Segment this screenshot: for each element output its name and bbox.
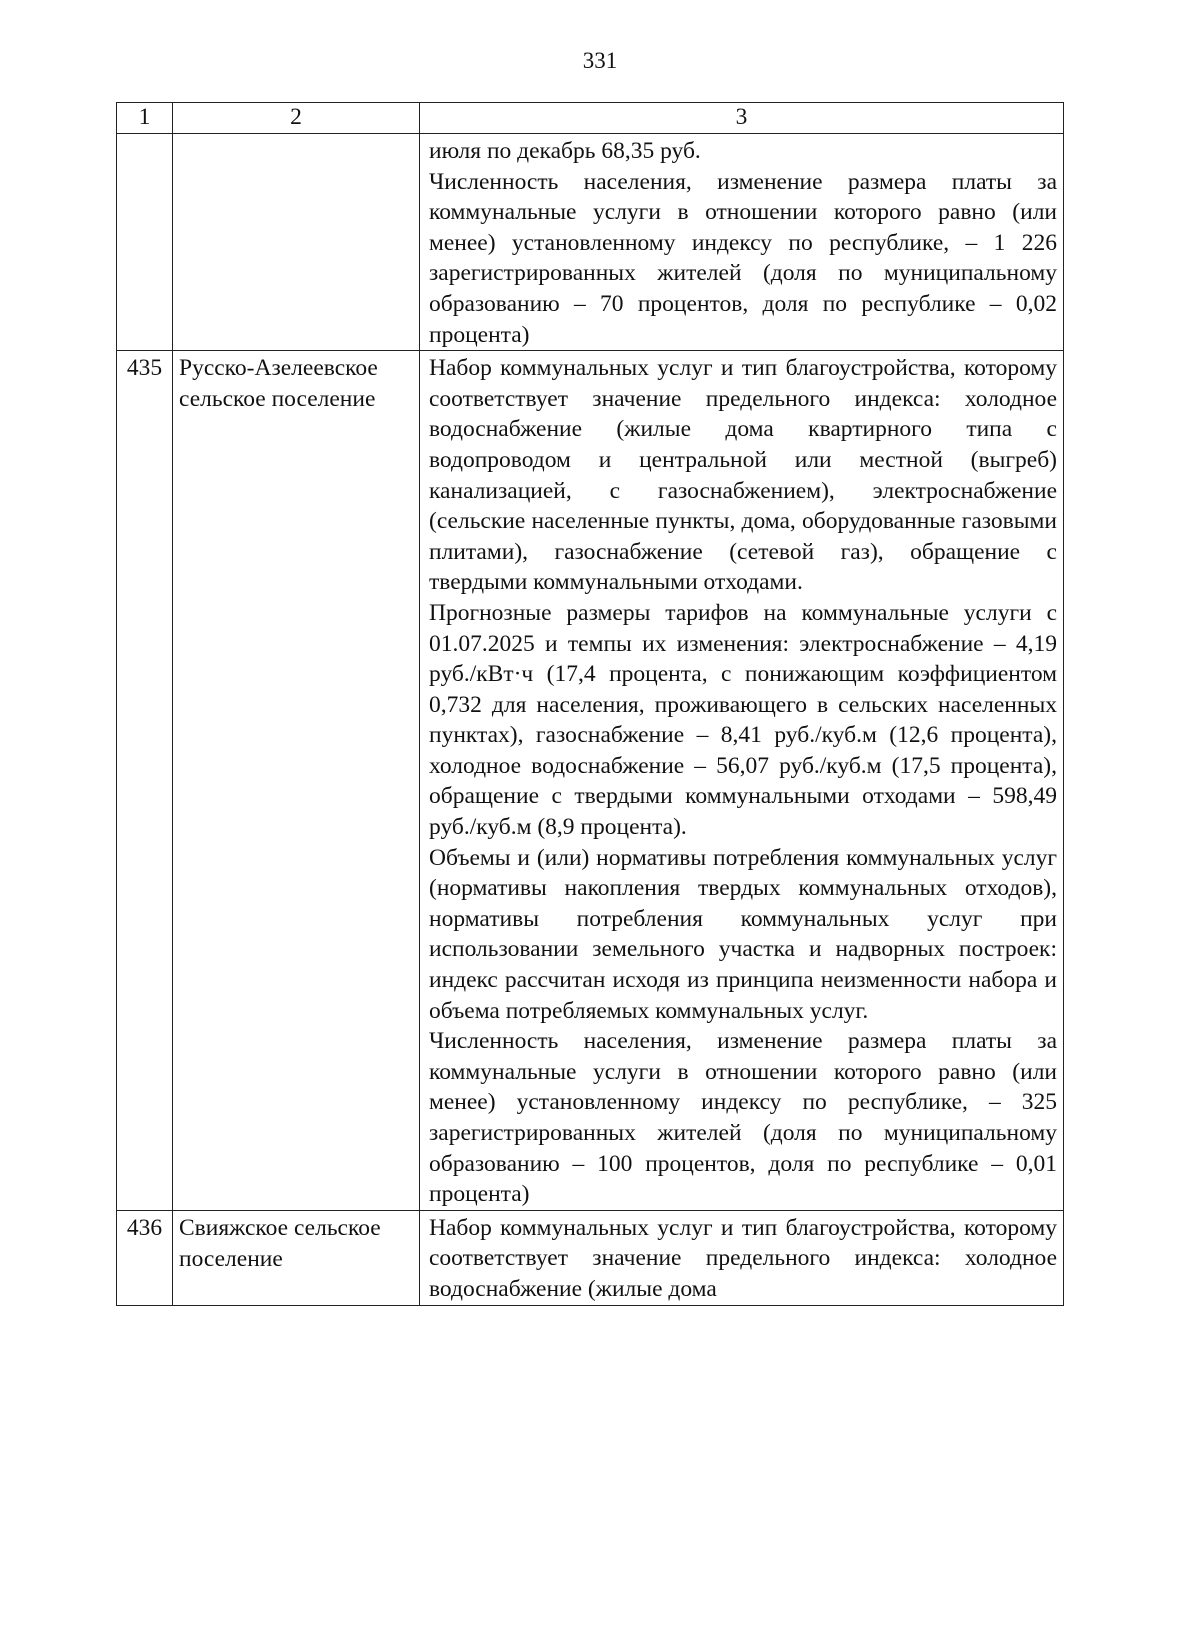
description-cell [420, 351, 1064, 1211]
description-paragraph: Численность населения, изменение размера платы за коммунальные услуги в отношении которого равно (или менее) установленному индексу по республике, – 325 зарегистрированных жителей (доля по муниципальному образованию – 100 процентов, доля по республике – 0,01 процента) [429, 1028, 1057, 1208]
description-paragraph: Прогнозные размеры тарифов на коммунальные услуги с 01.07.2025 и темпы их изменения: электроснабжение – 4,19 руб./кВт·ч (17,4 процента, с понижающим коэффициентом 0,732 для населения, проживающего в сельских населенных пунктах), газоснабжение – 8,41 руб./куб.м (12,6 процента), холодное водоснабжение – 56,07 руб./куб.м (17,5 процента), обращение с твердыми коммунальными отходами – 598,49 руб./куб.м (8,9 процента). [429, 599, 1057, 841]
tariff-table [116, 102, 1064, 1306]
description-paragraph: Набор коммунальных услуг и тип благоустройства, которому соответствует значение предельного индекса: холодное водоснабжение (жилые дома [429, 1214, 1057, 1302]
description-paragraph: Набор коммунальных услуг и тип благоустройства, которому соответствует значение предельного индекса: холодное водоснабжение (жилые дома квартирного типа с водопроводом и центральной или местной (выгреб) канализацией, с газоснабжением), электроснабжение (сельские населенные пункты, дома, оборудованные газовыми плитами), газоснабжение (сетевой газ), обращение с твердыми коммунальными отходами. [429, 355, 1057, 596]
description-paragraph: Численность населения, изменение размера платы за коммунальные услуги в отношении которого равно (или менее) установленному индексу по республике, – 1 226 зарегистрированных жителей (доля по муниципальному образованию – 70 процентов, доля по республике – 0,02 процента) [429, 168, 1057, 348]
column-header: 1 [117, 103, 173, 134]
row-number: 436 [117, 1210, 173, 1305]
table-row [117, 1210, 1064, 1305]
settlement-name: Свияжское сельское поселение [173, 1210, 420, 1305]
description-paragraph: июля по декабрь 68,35 руб. [429, 138, 701, 164]
row-number [117, 134, 173, 351]
description-cell [420, 134, 1064, 351]
column-header: 3 [420, 103, 1064, 134]
description-paragraph: Объемы и (или) нормативы потребления коммунальных услуг (нормативы накопления твердых коммунальных отходов), нормативы потребления коммунальных услуг при использовании земельного участка и надворных построек: индекс рассчитан исходя из принципа неизменности набора и объема потребляемых коммунальных услуг. [429, 844, 1057, 1024]
table-header-row [117, 103, 1064, 134]
settlement-name [173, 134, 420, 351]
column-header: 2 [173, 103, 420, 134]
table-row [117, 351, 1064, 1211]
settlement-name: Русско-Азелеевское сельское поселение [173, 351, 420, 1211]
row-number: 435 [117, 351, 173, 1211]
page-number: 331 [582, 48, 618, 73]
description-cell [420, 1210, 1064, 1305]
table-row [117, 134, 1064, 351]
